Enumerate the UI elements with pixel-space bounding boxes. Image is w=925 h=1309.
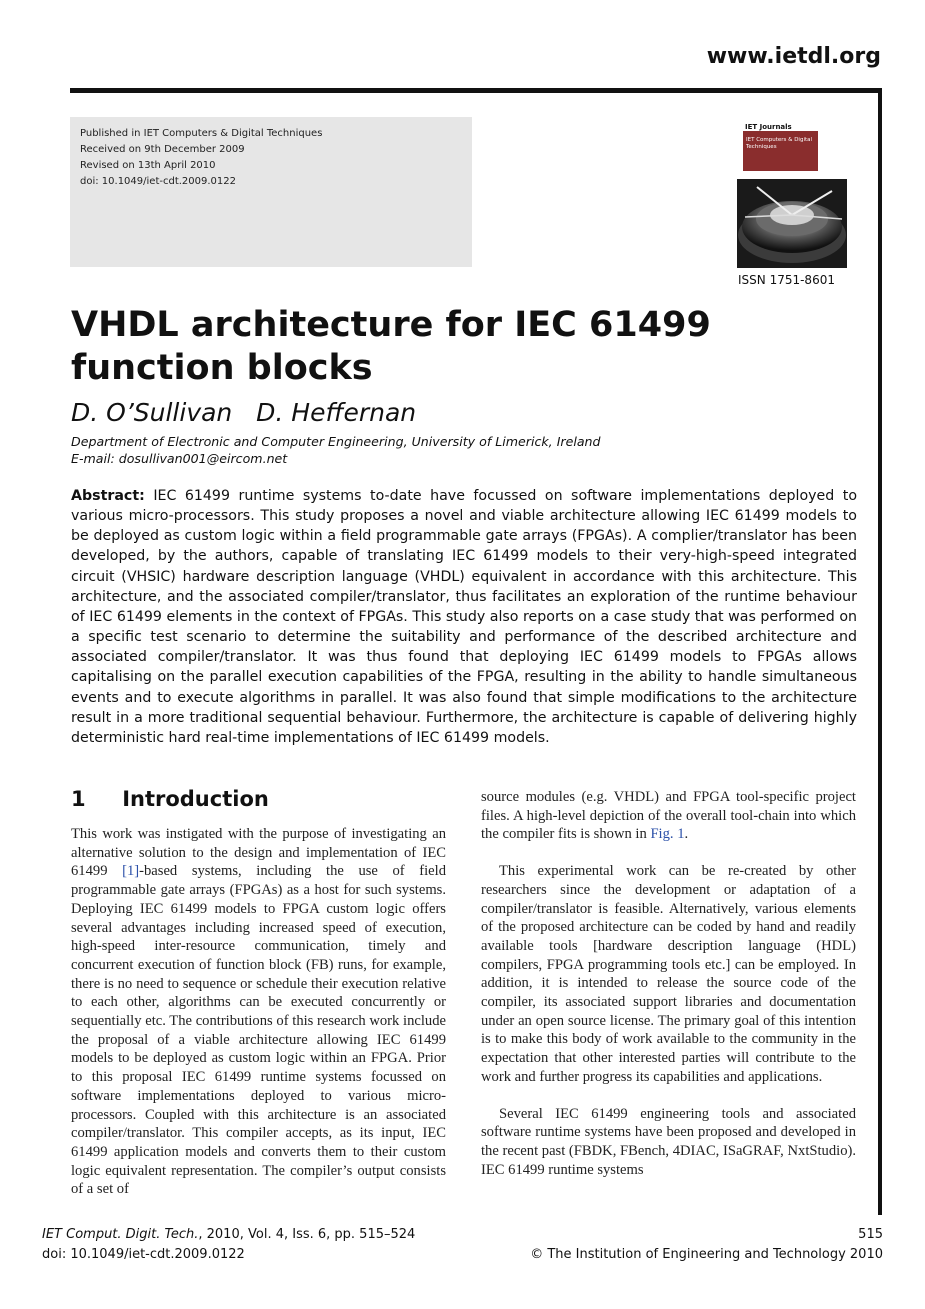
paragraph-text: source modules (e.g. VHDL) and FPGA tool-specific project files. A high-level depiction of the overall tool-chain into which the compiler fits is shown in (481, 789, 856, 843)
footer-volume: , 2010, Vol. 4, Iss. 6, pp. 515–524 (198, 1227, 416, 1242)
page-number: 515 (858, 1227, 883, 1242)
cover-journal: IET Computers & Digital Techniques (746, 137, 813, 150)
email: E-mail: dosullivan001@eircom.net (71, 451, 288, 466)
journal-cover-image (737, 117, 847, 268)
revised-date: Revised on 13th April 2010 (80, 160, 216, 171)
abstract-label: Abstract: (71, 488, 145, 504)
paragraph-text: This work was instigated with the purpose of investigating an alternative solution to the design and implementation of IEC 61499 (71, 826, 446, 880)
section-title: Introduction (122, 787, 269, 811)
abstract (71, 486, 857, 748)
chip-illustration (737, 117, 847, 268)
doi-line: doi: 10.1049/iet-cdt.2009.0122 (80, 176, 236, 187)
paragraph (71, 825, 446, 1199)
paragraph: Several IEC 61499 engineering tools and associated software runtime systems have been proposed and developed in the recent past (FBDK, FBench, 4DIAC, ISaGRAF, NxtStudio). IEC 61499 runtime systems (481, 1105, 856, 1178)
cover-brand: IET Journals (745, 123, 792, 131)
publication-info-box (70, 117, 472, 267)
citation-link[interactable]: [1] (122, 863, 140, 880)
paragraph-text: . (684, 826, 689, 843)
published-in: Published in IET Computers & Digital Techniques (80, 128, 323, 139)
copyright-text: The Institution of Engineering and Technology 2010 (547, 1247, 883, 1262)
section-number: 1 (71, 787, 86, 811)
footer-journal: IET Comput. Digit. Tech. (42, 1227, 199, 1242)
copyright-icon: © (530, 1247, 544, 1262)
body-column-left (71, 825, 446, 1199)
figure-link[interactable]: Fig. 1 (650, 826, 685, 843)
affiliation: Department of Electronic and Computer Engineering, University of Limerick, Ireland (71, 434, 601, 449)
body-column-right (481, 788, 856, 1179)
section-heading (71, 787, 269, 811)
footer-doi: doi: 10.1049/iet-cdt.2009.0122 (42, 1247, 245, 1262)
paragraph-text: -based systems, including the use of field programmable gate arrays (FPGAs) as a host for such systems. Deploying IEC 61499 models to FPGA custom logic offers several advantages including increased speed of execution, high-speed inter-resource communication, timely and concurrent execution of function block (FB) runs, for example, there is no need to sequence or schedule their execution relative to each other, algorithms can be executed concurrently or sequentially etc. The contributions of this research work include the proposal of a viable architecture allowing IEC 61499 models to be deployed as custom logic within an FPGA. Prior to this proposal IEC 61499 runtime systems focussed on software implementations deployed to various micro-processors. Coupled with this architecture is an associated compiler/translator. This compiler accepts, as its input, IEC 61499 application models and converts them to their custom logic equivalent representation. The compiler’s output consists of a set of (71, 863, 446, 1198)
site-url-link[interactable]: www.ietdl.org (706, 44, 881, 69)
footer-citation (42, 1225, 415, 1265)
footer-copyright (530, 1225, 883, 1265)
paragraph (481, 788, 856, 844)
paragraph: This experimental work can be re-created by other researchers since the development or adaptation of a compiler/translator is feasible. Alternatively, various elements of the proposed architecture can be coded by hand and readily available tools [hardware description language (HDL) compilers, FPGA programming tools etc.] can be employed. In addition, it is intended to release the source code of the compiler, its associated support libraries and documentation under an open source license. The primary goal of this intention is to make this body of work available to the community in the expectation that other interested parties will contribute to the work and further progress its capabilities and applications. (481, 863, 856, 1085)
issn: ISSN 1751-8601 (738, 273, 835, 287)
page-title: VHDL architecture for IEC 61499 function blocks (71, 305, 711, 388)
received-date: Received on 9th December 2009 (80, 144, 245, 155)
affiliation-block (71, 433, 601, 467)
authors: D. O’Sullivan D. Heffernan (71, 398, 417, 427)
header-rule (70, 88, 882, 93)
abstract-text: IEC 61499 runtime systems to-date have focussed on software implementations deployed to various micro-processors. This study proposes a novel and viable architecture allowing IEC 61499 models to be deployed as custom logic within a field programmable gate arrays (FPGAs). A complier/translator has been developed, by the authors, capable of translating IEC 61499 models to their very-high-speed integrated circuit (VHSIC) hardware description language (VHDL) equivalent in accordance with this architecture. This architecture, and the associated compiler/translator, thus facilitates an exploration of the runtime behaviour of IEC 61499 elements in the context of FPGAs. This study also reports on a case study that was performed on a specific test scenario to determine the suitability and performance of the described architecture and associated compiler/translator. It was thus found that deploying IEC 61499 models to FPGAs allows capitalising on the parallel execution capabilities of the FPGA, resulting in the ability to handle simultaneous events and to execute algorithms in parallel. It was also found that simple modifications to the architecture result in a more traditional sequential behaviour. Furthermore, the architecture is capable of delivering highly deterministic hard real-time implementations of IEC 61499 models. (71, 488, 857, 746)
page-side-rule (878, 88, 882, 1215)
